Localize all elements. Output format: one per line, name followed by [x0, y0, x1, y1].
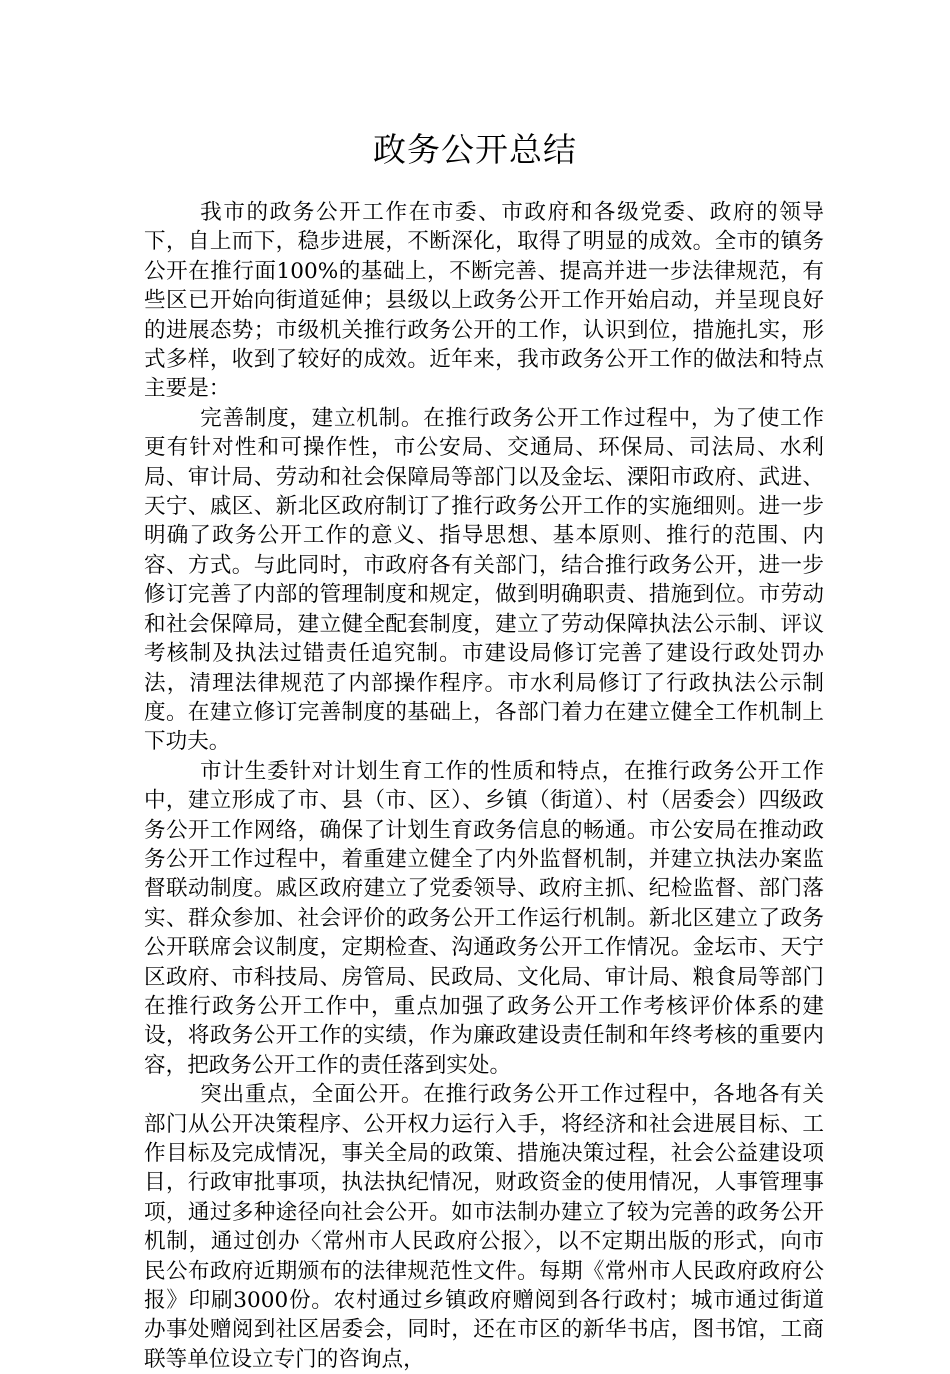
document-body	[144, 198, 824, 1374]
paragraph-key-points: 突出重点，全面公开。在推行政务公开工作过程中，各地各有关部门从公开决策程序、公开权力运行入手，将经济和社会进展目标、工作目标及完成情况，事关全局的政策、措施决策过程，社会公益建设项目，行政审批事项，执法执纪情况，财政资金的使用情况，人事管理事项，通过多种途径向社会公开。如市法制办建立了较为完善的政务公开机制，通过创办〈常州市人民政府公报〉，以不定期出版的形式，向市民公布政府近期颁布的法律规范性文件。每期《常州市人民政府政府公报》印刷3000份。农村通过乡镇政府赠阅到各行政村；城市通过街道办事处赠阅到社区居委会，同时，还在市区的新华书店，图书馆，工商联等单位设立专门的咨询点，	[144, 1082, 824, 1372]
paragraph-work-network: 市计生委针对计划生育工作的性质和特点，在推行政务公开工作中，建立形成了市、县（市、区）、乡镇（街道）、村（居委会）四级政务公开工作网络，确保了计划生育政务信息的畅通。市公安局在推动政务公开工作过程中，着重建立健全了内外监督机制，并建立执法办案监督联动制度。戚区政府建立了党委领导、政府主抓、纪检监督、部门落实、群众参加、社会评价的政务公开工作运行机制。新北区建立了政务公开联席会议制度，定期检查、沟通政务公开工作情况。金坛市、天宁区政府、市科技局、房管局、民政局、文化局、审计局、粮食局等部门在推行政务公开工作中，重点加强了政务公开工作考核评价体系的建设，将政务公开工作的实绩，作为廉政建设责任制和年终考核的重要内容，把政务公开工作的责任落到实处。	[144, 758, 824, 1078]
paragraph-intro: 我市的政务公开工作在市委、市政府和各级党委、政府的领导下，自上而下，稳步进展，不断深化，取得了明显的成效。全市的镇务公开在推行面100%的基础上，不断完善、提高并进一步法律规范，有些区已开始向街道延伸；县级以上政务公开工作开始启动，并呈现良好的进展态势；市级机关推行政务公开的工作，认识到位，措施扎实，形式多样，收到了较好的成效。近年来，我市政务公开工作的做法和特点主要是：	[144, 200, 824, 402]
document-title: 政务公开总结	[373, 130, 577, 169]
paragraph-improve-systems: 完善制度，建立机制。在推行政务公开工作过程中，为了使工作更有针对性和可操作性，市公安局、交通局、环保局、司法局、水利局、审计局、劳动和社会保障局等部门以及金坛、溧阳市政府、武进、天宁、戚区、新北区政府制订了推行政务公开工作的实施细则。进一步明确了政务公开工作的意义、指导思想、基本原则、推行的范围、内容、方式。与此同时，市政府各有关部门，结合推行政务公开，进一步修订完善了内部的管理制度和规定，做到明确职责、措施到位。市劳动和社会保障局，建立健全配套制度，建立了劳动保障执法公示制、评议考核制及执法过错责任追究制。市建设局修订完善了建设行政处罚办法，清理法律规范了内部操作程序。市水利局修订了行政执法公示制度。在建立修订完善制度的基础上，各部门着力在建立健全工作机制上下功夫。	[144, 405, 824, 755]
